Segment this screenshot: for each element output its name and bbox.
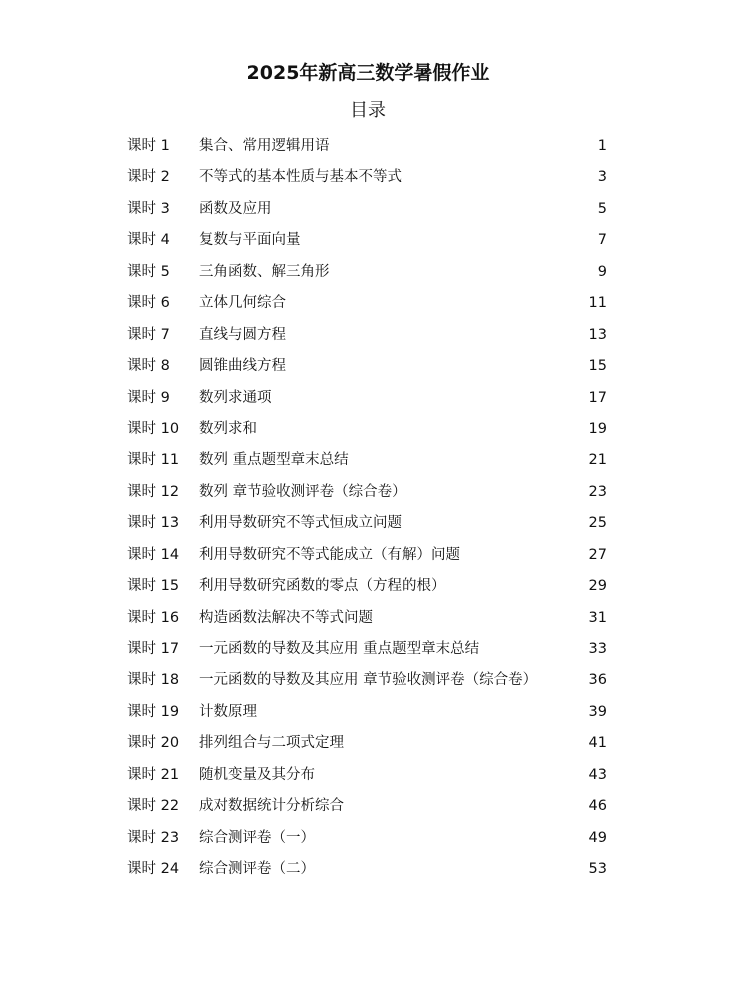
toc-page-number: 11: [588, 295, 607, 312]
toc-lesson-number: 课时 22: [127, 798, 180, 815]
toc-lesson-number: 课时 1: [127, 138, 170, 154]
toc-lesson-number: 课时 11: [127, 452, 180, 469]
toc-entry[interactable]: [0, 383, 736, 414]
toc-lesson-number: 课时 24: [127, 861, 180, 878]
toc-lesson-number: 课时 10: [127, 420, 180, 437]
table-of-contents: [0, 131, 736, 886]
toc-page-number: 17: [588, 389, 607, 406]
toc-page-number: 39: [588, 703, 607, 720]
toc-topic: 数列 重点题型章末总结: [199, 452, 349, 469]
toc-topic: 立体几何综合: [199, 295, 286, 312]
toc-entry[interactable]: [0, 791, 736, 822]
toc-entry[interactable]: [0, 603, 736, 634]
toc-entry[interactable]: [0, 131, 736, 162]
toc-page-number: 9: [597, 263, 607, 280]
toc-lesson-number: 课时 18: [127, 672, 180, 689]
toc-entry[interactable]: [0, 823, 736, 854]
toc-topic: 数列 章节验收测评卷（综合卷）: [199, 483, 407, 500]
toc-page-number: 33: [588, 641, 607, 657]
toc-entry[interactable]: [0, 508, 736, 539]
toc-topic: 综合测评卷（二）: [199, 861, 315, 878]
toc-page-number: 31: [588, 609, 607, 626]
toc-entry[interactable]: [0, 257, 736, 288]
toc-entry[interactable]: [0, 194, 736, 225]
toc-lesson-number: 课时 9: [127, 389, 170, 406]
toc-entry[interactable]: [0, 854, 736, 885]
toc-topic: 构造函数法解决不等式问题: [199, 609, 373, 626]
toc-entry[interactable]: [0, 571, 736, 602]
toc-lesson-number: 课时 14: [127, 546, 180, 563]
toc-page-number: 43: [588, 766, 607, 783]
toc-topic: 一元函数的导数及其应用 章节验收测评卷（综合卷）: [199, 672, 538, 689]
toc-heading: 目录: [350, 100, 386, 121]
toc-topic: 数列求通项: [199, 389, 272, 406]
toc-page-number: 13: [588, 326, 607, 343]
toc-entry[interactable]: [0, 351, 736, 382]
toc-entry[interactable]: [0, 162, 736, 193]
toc-topic: 数列求和: [199, 420, 257, 437]
toc-lesson-number: 课时 12: [127, 483, 180, 500]
document-title: 2025年新高三数学暑假作业: [246, 62, 490, 84]
toc-lesson-number: 课时 17: [127, 641, 180, 657]
toc-topic: 利用导数研究不等式能成立（有解）问题: [199, 546, 460, 563]
toc-lesson-number: 课时 8: [127, 358, 170, 375]
toc-page-number: 36: [588, 672, 607, 689]
toc-topic: 圆锥曲线方程: [199, 358, 286, 375]
toc-entry[interactable]: [0, 728, 736, 759]
toc-topic: 利用导数研究函数的零点（方程的根）: [199, 578, 446, 595]
toc-page-number: 25: [588, 515, 607, 532]
toc-topic: 三角函数、解三角形: [199, 263, 330, 280]
toc-lesson-number: 课时 19: [127, 703, 180, 720]
toc-lesson-number: 课时 23: [127, 829, 180, 846]
toc-topic: 一元函数的导数及其应用 重点题型章末总结: [199, 641, 480, 657]
toc-page-number: 3: [597, 169, 607, 186]
toc-page-number: 49: [588, 829, 607, 846]
toc-page-number: 23: [588, 483, 607, 500]
toc-entry[interactable]: [0, 414, 736, 445]
toc-topic: 集合、常用逻辑用语: [199, 138, 330, 154]
toc-page-number: 27: [588, 546, 607, 563]
toc-topic: 随机变量及其分布: [199, 766, 315, 783]
toc-page-number: 7: [597, 232, 607, 249]
toc-entry[interactable]: [0, 445, 736, 476]
toc-lesson-number: 课时 13: [127, 515, 180, 532]
toc-topic: 复数与平面向量: [199, 232, 301, 249]
toc-entry[interactable]: [0, 540, 736, 571]
toc-lesson-number: 课时 15: [127, 578, 180, 595]
toc-page-number: 41: [588, 735, 607, 752]
toc-lesson-number: 课时 21: [127, 766, 180, 783]
toc-page-number: 53: [588, 861, 607, 878]
toc-entry[interactable]: [0, 665, 736, 696]
toc-topic: 成对数据统计分析综合: [199, 798, 344, 815]
toc-entry[interactable]: [0, 288, 736, 319]
toc-lesson-number: 课时 5: [127, 263, 170, 280]
toc-entry[interactable]: [0, 320, 736, 351]
toc-page-number: 29: [588, 578, 607, 595]
toc-lesson-number: 课时 20: [127, 735, 180, 752]
toc-topic: 综合测评卷（一）: [199, 829, 315, 846]
toc-entry[interactable]: [0, 697, 736, 728]
toc-lesson-number: 课时 7: [127, 326, 170, 343]
toc-page-number: 46: [588, 798, 607, 815]
toc-entry[interactable]: [0, 760, 736, 791]
toc-page-number: 19: [588, 420, 607, 437]
toc-entry[interactable]: [0, 225, 736, 256]
toc-page-number: 15: [588, 358, 607, 375]
toc-entry[interactable]: [0, 477, 736, 508]
toc-page-number: 5: [597, 200, 607, 217]
toc-topic: 利用导数研究不等式恒成立问题: [199, 515, 402, 532]
toc-lesson-number: 课时 6: [127, 295, 170, 312]
toc-topic: 计数原理: [199, 703, 257, 720]
toc-topic: 不等式的基本性质与基本不等式: [199, 169, 402, 186]
toc-topic: 直线与圆方程: [199, 326, 286, 343]
toc-lesson-number: 课时 2: [127, 169, 170, 186]
toc-page-number: 1: [597, 138, 607, 154]
toc-lesson-number: 课时 4: [127, 232, 170, 249]
toc-page-number: 21: [588, 452, 607, 469]
toc-topic: 排列组合与二项式定理: [199, 735, 344, 752]
toc-entry[interactable]: [0, 634, 736, 665]
toc-lesson-number: 课时 3: [127, 200, 170, 217]
toc-lesson-number: 课时 16: [127, 609, 180, 626]
toc-topic: 函数及应用: [199, 200, 272, 217]
